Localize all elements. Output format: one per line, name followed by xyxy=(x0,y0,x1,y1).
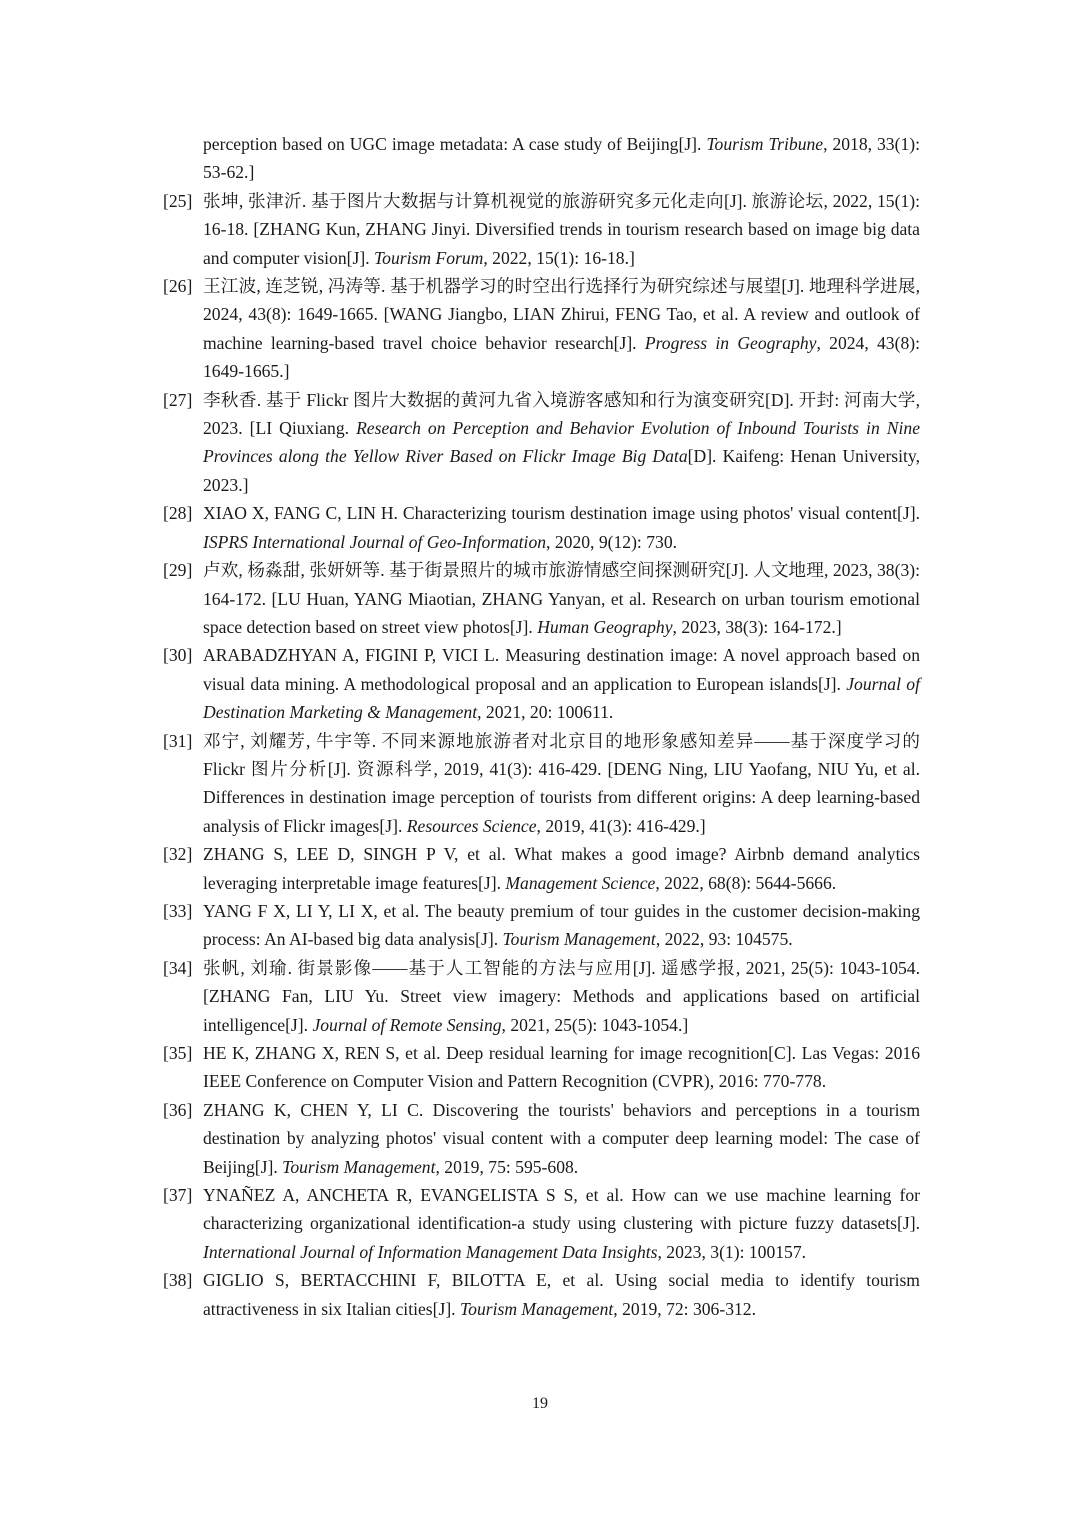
reference-text: 张帆, 刘瑜. 街景影像——基于人工智能的方法与应用[J]. 遥感学报, 2021, 25(5): 1043-1054. [ZHANG Fan, LIU Yu. Street view imagery: Methods and applications based on artificial intelligence[J]. Journal of Remote Sensing, 2021, 25(5): 1043-1054.] xyxy=(203,957,920,1035)
reference-number: [27] xyxy=(163,389,193,410)
reference-text: 卢欢, 杨淼甜, 张妍妍等. 基于街景照片的城市旅游情感空间探测研究[J]. 人文地理, 2023, 38(3): 164-172. [LU Huan, YANG Miaotian, ZHANG Yanyan, et al. Research on urban tourism emotional space detection based on street view photos[J]. Human Geography, 2023, 38(3): 164-172.] xyxy=(203,560,920,637)
reference-item-37 xyxy=(163,1181,920,1266)
reference-text: ARABADZHYAN A, FIGINI P, VICI L. Measuring destination image: A novel approach based on visual data mining. A methodological proposal and an application to European islands[J]. Journal of Destination Marketing & Management, 2021, 20: 100611. xyxy=(203,645,920,723)
reference-number: [31] xyxy=(163,730,193,751)
reference-continuation: perception based on UGC image metadata: A case study of Beijing[J]. Tourism Tribune, 2018, 33(1): 53-62.] xyxy=(203,134,920,183)
reference-text: GIGLIO S, BERTACCHINI F, BILOTTA E, et al. Using social media to identify tourism attractiveness in six Italian cities[J]. Tourism Management, 2019, 72: 306-312. xyxy=(203,1270,920,1319)
reference-text: 邓宁, 刘耀芳, 牛宇等. 不同来源地旅游者对北京目的地形象感知差异——基于深度学习的 Flickr 图片分析[J]. 资源科学, 2019, 41(3): 416-429. [DENG Ning, LIU Yaofang, NIU Yu, et al. Differences in destination image perception of tourists from different origins: A deep learning-based analysis of Flickr images[J]. Resources Science, 2019, 41(3): 416-429.] xyxy=(203,730,920,836)
reference-item-27 xyxy=(163,386,920,500)
reference-number: [37] xyxy=(163,1185,193,1206)
reference-text: 张坤, 张津沂. 基于图片大数据与计算机视觉的旅游研究多元化走向[J]. 旅游论坛, 2022, 15(1): 16-18. [ZHANG Kun, ZHANG Jinyi. Diversified trends in tourism research based on image big data and computer vision[J]. Tourism Forum, 2022, 15(1): 16-18.] xyxy=(203,190,920,268)
reference-number: [26] xyxy=(163,276,193,297)
reference-number: [29] xyxy=(163,560,193,581)
reference-text: 王江波, 连芝锐, 冯涛等. 基于机器学习的时空出行选择行为研究综述与展望[J]. 地理科学进展, 2024, 43(8): 1649-1665. [WANG Jiangbo, LIAN Zhirui, FENG Tao, et al. A review and outlook of machine learning-based travel choice behavior research[J]. Progress in Geography, 2024, 43(8): 1649-1665.] xyxy=(203,276,921,382)
reference-text: YANG F X, LI Y, LI X, et al. The beauty premium of tour guides in the customer decision-making process: An AI-based big data analysis[J]. Tourism Management, 2022, 93: 104575. xyxy=(203,900,920,950)
reference-number: [25] xyxy=(163,190,193,211)
reference-number: [32] xyxy=(163,844,193,865)
reference-list xyxy=(163,130,920,1323)
reference-item-26 xyxy=(163,272,920,386)
reference-item-31 xyxy=(163,727,920,841)
reference-item-38 xyxy=(163,1266,920,1323)
reference-text: XIAO X, FANG C, LIN H. Characterizing tourism destination image using photos' visual content[J]. ISPRS International Journal of Geo-Information, 2020, 9(12): 730. xyxy=(203,503,920,552)
reference-item-30 xyxy=(163,641,920,726)
reference-number: [38] xyxy=(163,1270,193,1291)
reference-number: [36] xyxy=(163,1099,193,1120)
reference-text: HE K, ZHANG X, REN S, et al. Deep residual learning for image recognition[C]. Las Vegas: 2016 IEEE Conference on Computer Vision and Pattern Recognition (CVPR), 2016: 770-778. xyxy=(203,1043,920,1092)
page-number: 19 xyxy=(532,1395,548,1412)
reference-text: ZHANG S, LEE D, SINGH P V, et al. What makes a good image? Airbnb demand analytics leveraging interpretable image features[J]. Management Science, 2022, 68(8): 5644-5666. xyxy=(203,844,920,893)
reference-number: [30] xyxy=(163,645,193,666)
reference-text: YNAÑEZ A, ANCHETA R, EVANGELISTA S S, et al. How can we use machine learning for characterizing organizational identification-a study using clustering with picture fuzzy datasets[J]. International Journal of Information Management Data Insights, 2023, 3(1): 100157. xyxy=(203,1185,920,1262)
reference-item-29 xyxy=(163,556,920,641)
reference-number: [34] xyxy=(163,957,193,978)
reference-item-34 xyxy=(163,954,920,1039)
reference-item-28 xyxy=(163,499,920,556)
reference-number: [33] xyxy=(163,900,193,921)
reference-text: 李秋香. 基于 Flickr 图片大数据的黄河九省入境游客感知和行为演变研究[D]. 开封: 河南大学, 2023. [LI Qiuxiang. Research on Perception and Behavior Evolution of Inbound Tourists in Nine Provinces along the Yellow River Based on Flickr Image Big Data[D]. Kaifeng: Henan University, 2023.] xyxy=(203,389,921,495)
reference-number: [35] xyxy=(163,1043,193,1063)
reference-number: [28] xyxy=(163,503,193,524)
reference-item-25 xyxy=(163,187,920,272)
reference-item-32 xyxy=(163,840,920,897)
reference-text: ZHANG K, CHEN Y, LI C. Discovering the tourists' behaviors and perceptions in a tourism destination by analyzing photos' visual content with a computer deep learning model: The case of Beijing[J]. Tourism Management, 2019, 75: 595-608. xyxy=(203,1099,920,1177)
reference-item-35 xyxy=(163,1039,920,1096)
reference-item-33 xyxy=(163,897,920,954)
reference-item-36 xyxy=(163,1096,920,1181)
